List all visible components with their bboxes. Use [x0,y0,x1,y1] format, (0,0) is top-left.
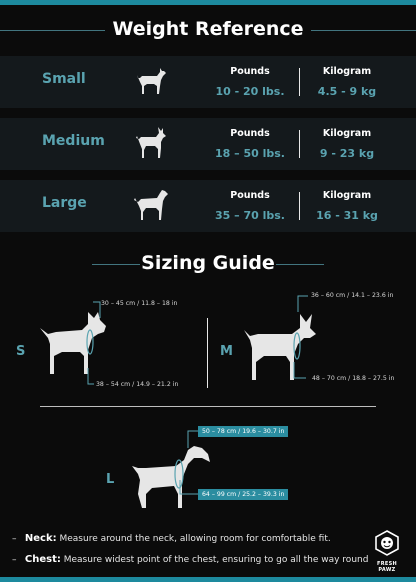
horizontal-divider [40,406,376,407]
kilogram-label: Kilogram [322,190,372,201]
logo-text: FRESH PAWZ [377,561,397,573]
s-neck-measure: 30 – 45 cm / 11.8 – 18 in [101,300,178,307]
l-neck-measure: 50 – 78 cm / 19.6 – 30.7 in [198,426,288,437]
chest-measure-line [292,360,308,382]
pounds-label: Pounds [230,128,270,139]
l-chest-measure: 64 – 99 cm / 25.2 – 39.3 in [198,489,288,500]
bullet-dash: – [12,555,17,565]
dog-silhouette-icon [130,186,172,224]
pounds-value: 10 - 20 lbs. [215,85,285,98]
neck-note [12,533,331,544]
m-chest-measure: 48 – 70 cm / 18.8 – 27.5 in [312,375,395,382]
chest-measure-line [86,366,96,388]
size-letter-s: S [16,344,26,359]
kilogram-value: 16 - 31 kg [316,209,378,222]
neck-measure-line [296,294,310,314]
dog-silhouette-icon [130,124,170,162]
kilogram-value: 4.5 - 9 kg [317,85,377,98]
pounds-label: Pounds [230,66,270,77]
note-label: Neck: [24,533,57,544]
chest-note [12,554,368,565]
dog-silhouette-icon [130,64,170,98]
title-rule-right [311,30,416,31]
kilogram-value: 9 - 23 kg [319,147,375,160]
dog-silhouette-icon [36,300,116,380]
kilogram-label: Kilogram [322,66,372,77]
top-accent-bar [0,0,416,5]
vertical-divider [207,318,208,388]
bullet-dash: – [12,534,17,544]
bottom-accent-bar [0,577,416,582]
size-label: Medium [42,133,105,149]
m-neck-measure: 36 – 60 cm / 14.1 – 23.6 in [311,292,394,299]
size-letter-l: L [106,472,115,487]
size-label: Small [42,71,86,87]
fresh-pawz-logo [369,530,405,573]
weight-row-medium [0,118,416,170]
dog-silhouette-icon [238,306,328,386]
note-text: Measure around the neck, allowing room for comfortable fit. [59,534,331,544]
note-label: Chest: [24,554,61,565]
s-chest-measure: 38 – 54 cm / 14.9 – 21.2 in [96,381,179,388]
weight-reference-title: Weight Reference [112,18,304,40]
sizing-rule-right [276,264,324,265]
size-label: Large [42,195,87,211]
weight-row-small [0,56,416,108]
weight-row-large [0,180,416,232]
kilogram-label: Kilogram [322,128,372,139]
pounds-value: 35 – 70 lbs. [215,209,285,222]
pounds-label: Pounds [230,190,270,201]
note-text: Measure widest point of the chest, ensuring to go all the way round [63,555,369,565]
dog-silhouette-icon [128,440,218,514]
sizing-guide-title: Sizing Guide [141,252,275,274]
pounds-value: 18 – 50 lbs. [215,147,285,160]
size-letter-m: M [220,344,233,359]
logo-badge-icon [374,530,400,556]
